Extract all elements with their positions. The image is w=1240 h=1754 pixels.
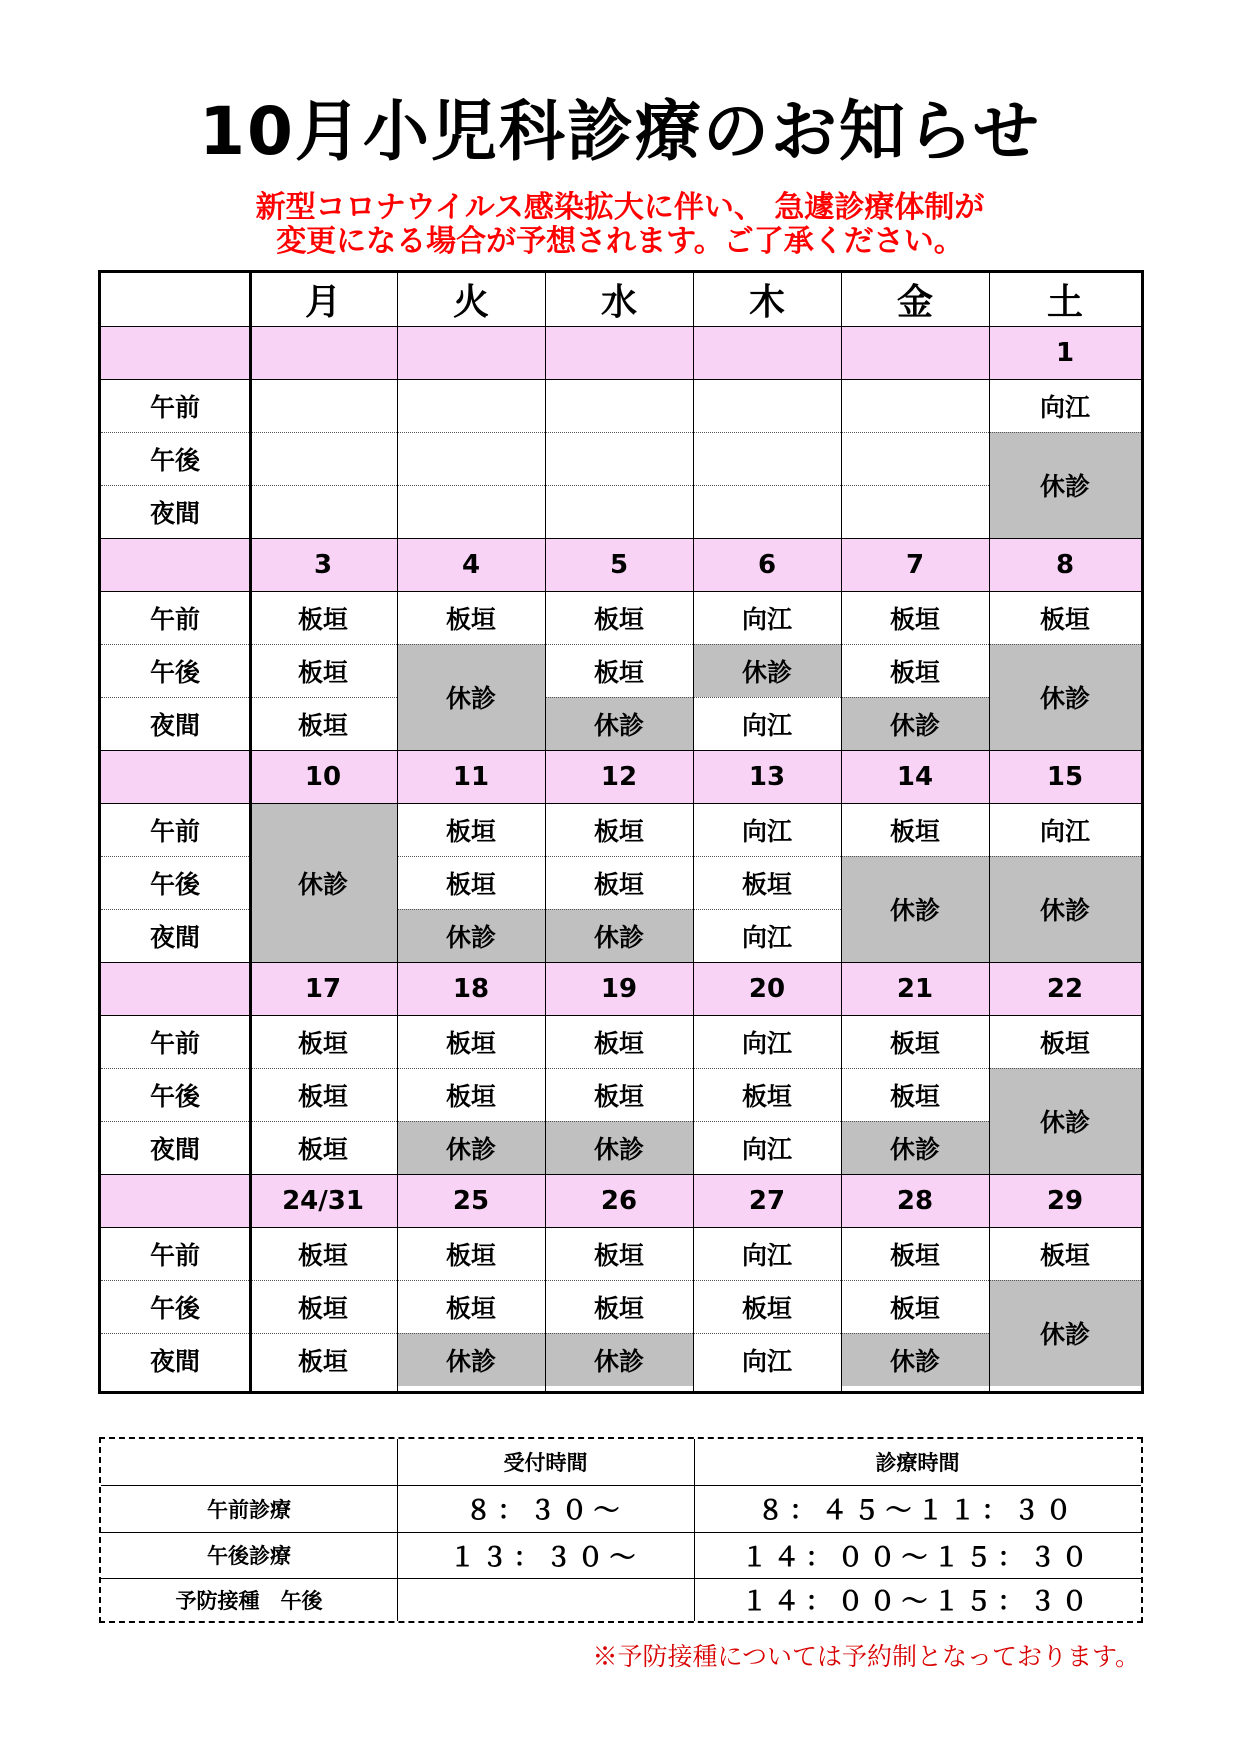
doctor-cell: 板垣 <box>593 1028 644 1058</box>
doctor-cell: 板垣 <box>889 657 940 687</box>
date-row-label-cell <box>101 750 249 803</box>
row-divider <box>397 485 545 486</box>
slot-label-night: 夜間 <box>149 498 200 528</box>
weekday-header: 金 <box>896 282 933 323</box>
row-divider <box>101 1280 249 1281</box>
date-cell <box>397 326 545 379</box>
column-divider <box>989 273 990 1391</box>
slot-label-pm: 午後 <box>149 445 200 475</box>
doctor-cell: 向江 <box>741 922 792 952</box>
row-divider <box>841 1068 989 1069</box>
row-divider <box>101 1015 1141 1016</box>
closed-cell: 休診 <box>989 1280 1141 1386</box>
doctor-cell: 板垣 <box>297 1134 348 1164</box>
doctor-cell: 板垣 <box>297 1081 348 1111</box>
date-row-label-cell <box>101 538 249 591</box>
doctor-cell: 向江 <box>741 1346 792 1376</box>
row-divider <box>397 856 545 857</box>
doctor-cell: 板垣 <box>297 1240 348 1270</box>
doctor-cell: 板垣 <box>593 1240 644 1270</box>
row-divider <box>841 1333 989 1334</box>
row-divider <box>693 644 841 645</box>
date-cell: 24/31 <box>249 1174 397 1227</box>
doctor-cell: 板垣 <box>1039 604 1090 634</box>
doctor-cell: 板垣 <box>593 604 644 634</box>
row-divider <box>397 1333 545 1334</box>
slot-label-pm: 午後 <box>149 1081 200 1111</box>
date-cell <box>249 326 397 379</box>
date-cell: 13 <box>693 750 841 803</box>
doctor-cell <box>249 485 397 538</box>
slot-label-am: 午前 <box>149 1028 200 1058</box>
row-divider <box>545 856 693 857</box>
row-divider <box>693 1068 841 1069</box>
row-divider <box>101 697 249 698</box>
date-cell: 18 <box>397 962 545 1015</box>
doctor-cell <box>397 432 545 485</box>
column-divider <box>693 273 694 1391</box>
row-divider <box>249 432 397 433</box>
consultation-time: ８：４５～１１：３０ <box>757 1496 1078 1526</box>
hours-row-label: 予防接種 午後 <box>175 1588 323 1613</box>
doctor-cell <box>841 432 989 485</box>
date-cell: 6 <box>693 538 841 591</box>
closed-cell: 休診 <box>545 1333 693 1386</box>
doctor-cell: 板垣 <box>593 657 644 687</box>
weekday-header: 月 <box>304 282 341 323</box>
doctor-cell: 向江 <box>741 816 792 846</box>
weekday-header: 土 <box>1046 282 1083 323</box>
notice-line-1: 新型コロナウイルス感染拡大に伴い、 急遽診療体制が <box>255 190 985 225</box>
reception-time: １３：３０～ <box>449 1542 642 1573</box>
doctor-cell: 板垣 <box>297 657 348 687</box>
row-divider <box>841 697 989 698</box>
doctor-cell: 板垣 <box>741 1293 792 1323</box>
slot-label-night: 夜間 <box>149 1346 200 1376</box>
closed-cell: 休診 <box>249 803 397 962</box>
row-divider <box>249 1333 397 1334</box>
slot-label-night: 夜間 <box>149 710 200 740</box>
row-divider <box>545 644 693 645</box>
doctor-cell: 板垣 <box>445 1293 496 1323</box>
row-divider <box>101 1068 249 1069</box>
weekday-header: 木 <box>748 282 785 323</box>
slot-label-am: 午前 <box>149 604 200 634</box>
doctor-cell <box>397 485 545 538</box>
row-divider <box>693 1333 841 1334</box>
row-divider <box>249 1280 397 1281</box>
slot-label-pm: 午後 <box>149 869 200 899</box>
doctor-cell: 板垣 <box>889 1028 940 1058</box>
doctor-cell <box>397 379 545 432</box>
date-cell: 7 <box>841 538 989 591</box>
date-cell: 25 <box>397 1174 545 1227</box>
row-divider <box>101 909 249 910</box>
row-divider <box>545 432 693 433</box>
date-cell: 14 <box>841 750 989 803</box>
date-cell: 5 <box>545 538 693 591</box>
row-divider <box>841 1280 989 1281</box>
row-divider <box>397 1121 545 1122</box>
schedule-table <box>98 270 1144 1394</box>
doctor-cell: 板垣 <box>593 816 644 846</box>
row-divider <box>397 1280 545 1281</box>
row-divider <box>989 432 1141 433</box>
date-row-label-cell <box>101 962 249 1015</box>
date-cell: 10 <box>249 750 397 803</box>
date-cell: 8 <box>989 538 1141 591</box>
row-divider <box>841 1121 989 1122</box>
doctor-cell: 板垣 <box>297 1293 348 1323</box>
row-divider <box>101 591 1141 592</box>
closed-cell: 休診 <box>397 644 545 750</box>
doctor-cell <box>249 379 397 432</box>
row-divider <box>101 538 1141 539</box>
reception-time-header: 受付時間 <box>503 1451 588 1475</box>
doctor-cell <box>249 432 397 485</box>
doctor-cell: 板垣 <box>445 869 496 899</box>
column-divider <box>397 273 398 1391</box>
column-divider <box>841 273 842 1391</box>
closed-cell: 休診 <box>397 909 545 962</box>
closed-cell: 休診 <box>693 644 841 697</box>
row-divider <box>545 1333 693 1334</box>
row-divider <box>101 432 249 433</box>
doctor-cell <box>841 485 989 538</box>
row-divider <box>545 697 693 698</box>
doctor-cell: 板垣 <box>889 1240 940 1270</box>
doctor-cell: 板垣 <box>593 869 644 899</box>
closed-cell: 休診 <box>841 1333 989 1386</box>
doctor-cell: 板垣 <box>297 1028 348 1058</box>
doctor-cell: 向江 <box>741 710 792 740</box>
date-cell: 1 <box>989 326 1141 379</box>
hours-row-divider <box>101 1485 1141 1486</box>
doctor-cell: 板垣 <box>297 710 348 740</box>
page-title: 10月小児科診療のお知らせ <box>199 93 1041 170</box>
row-divider <box>545 485 693 486</box>
date-cell: 27 <box>693 1174 841 1227</box>
row-divider <box>249 644 397 645</box>
row-divider <box>989 1068 1141 1069</box>
date-cell: 11 <box>397 750 545 803</box>
weekday-header: 水 <box>600 282 637 323</box>
row-divider <box>249 485 397 486</box>
closed-cell: 休診 <box>841 856 989 962</box>
row-divider <box>693 1121 841 1122</box>
row-divider <box>397 644 545 645</box>
doctor-cell: 板垣 <box>741 869 792 899</box>
slot-label-pm: 午後 <box>149 1293 200 1323</box>
doctor-cell <box>841 379 989 432</box>
date-cell: 20 <box>693 962 841 1015</box>
row-divider <box>693 856 841 857</box>
date-cell: 19 <box>545 962 693 1015</box>
date-row-label-cell <box>101 326 249 379</box>
slot-label-am: 午前 <box>149 392 200 422</box>
doctor-cell: 向江 <box>1039 816 1090 846</box>
date-cell <box>841 326 989 379</box>
date-cell: 21 <box>841 962 989 1015</box>
doctor-cell <box>545 485 693 538</box>
doctor-cell: 板垣 <box>1039 1240 1090 1270</box>
row-divider <box>249 697 397 698</box>
date-cell <box>693 326 841 379</box>
hours-row-divider <box>101 1532 1141 1533</box>
doctor-cell: 板垣 <box>1039 1028 1090 1058</box>
closed-cell: 休診 <box>545 909 693 962</box>
closed-cell: 休診 <box>545 697 693 750</box>
row-divider <box>989 1280 1141 1281</box>
doctor-cell: 板垣 <box>889 1293 940 1323</box>
row-divider <box>693 485 841 486</box>
date-row-label-cell <box>101 1174 249 1227</box>
doctor-cell: 板垣 <box>445 1028 496 1058</box>
doctor-cell <box>693 485 841 538</box>
row-divider <box>101 1333 249 1334</box>
hours-corner-cell <box>101 1439 397 1485</box>
row-divider <box>841 485 989 486</box>
date-cell: 15 <box>989 750 1141 803</box>
hours-row-divider <box>101 1578 1141 1579</box>
row-divider <box>249 1068 397 1069</box>
date-cell <box>545 326 693 379</box>
row-divider <box>101 379 1141 380</box>
row-divider <box>101 962 1141 963</box>
row-divider <box>101 326 1141 327</box>
hours-table <box>99 1437 1143 1623</box>
doctor-cell: 板垣 <box>889 1081 940 1111</box>
slot-label-night: 夜間 <box>149 1134 200 1164</box>
closed-cell: 休診 <box>841 697 989 750</box>
date-cell: 4 <box>397 538 545 591</box>
slot-label-pm: 午後 <box>149 657 200 687</box>
slot-label-am: 午前 <box>149 1240 200 1270</box>
doctor-cell <box>545 379 693 432</box>
doctor-cell: 板垣 <box>445 816 496 846</box>
hours-row-label: 午前診療 <box>207 1497 291 1522</box>
row-divider <box>101 750 1141 751</box>
doctor-cell <box>545 432 693 485</box>
doctor-cell: 向江 <box>1039 392 1090 422</box>
doctor-cell: 向江 <box>741 1134 792 1164</box>
doctor-cell: 板垣 <box>889 816 940 846</box>
date-cell: 22 <box>989 962 1141 1015</box>
row-divider <box>397 1068 545 1069</box>
row-divider <box>545 1280 693 1281</box>
consultation-time-header: 診療時間 <box>875 1451 960 1475</box>
notice-line-2: 変更になる場合が予想されます。ご了承ください。 <box>276 224 964 259</box>
row-divider <box>545 1121 693 1122</box>
date-cell: 26 <box>545 1174 693 1227</box>
column-divider <box>249 273 252 1391</box>
doctor-cell: 板垣 <box>297 604 348 634</box>
doctor-cell: 板垣 <box>889 604 940 634</box>
closed-cell: 休診 <box>545 1121 693 1174</box>
consultation-time: １４：００～１５：３０ <box>741 1587 1094 1617</box>
row-divider <box>101 1174 1141 1175</box>
doctor-cell: 板垣 <box>297 1346 348 1376</box>
slot-label-am: 午前 <box>149 816 200 846</box>
row-divider <box>693 432 841 433</box>
hours-column-divider <box>397 1439 398 1621</box>
date-cell: 29 <box>989 1174 1141 1227</box>
doctor-cell: 板垣 <box>593 1293 644 1323</box>
date-cell: 12 <box>545 750 693 803</box>
date-cell: 3 <box>249 538 397 591</box>
closed-cell: 休診 <box>397 1333 545 1386</box>
row-divider <box>101 856 249 857</box>
row-divider <box>693 909 841 910</box>
hours-column-divider <box>694 1439 695 1621</box>
row-divider <box>249 1121 397 1122</box>
doctor-cell: 板垣 <box>445 604 496 634</box>
reception-time <box>397 1578 694 1621</box>
row-divider <box>841 856 989 857</box>
doctor-cell: 板垣 <box>741 1081 792 1111</box>
row-divider <box>693 697 841 698</box>
row-divider <box>101 485 249 486</box>
column-divider <box>545 273 546 1391</box>
consultation-time: １４：００～１５：３０ <box>741 1542 1094 1573</box>
closed-cell: 休診 <box>841 1121 989 1174</box>
closed-cell: 休診 <box>397 1121 545 1174</box>
date-cell: 17 <box>249 962 397 1015</box>
row-divider <box>397 909 545 910</box>
slot-label-night: 夜間 <box>149 922 200 952</box>
doctor-cell: 向江 <box>741 1028 792 1058</box>
doctor-cell <box>693 432 841 485</box>
doctor-cell: 板垣 <box>593 1081 644 1111</box>
row-divider <box>101 644 249 645</box>
closed-cell: 休診 <box>989 644 1141 750</box>
doctor-cell: 板垣 <box>445 1240 496 1270</box>
row-divider <box>841 432 989 433</box>
row-divider <box>841 644 989 645</box>
footnote: ※予防接種については予約制となっております。 <box>592 1642 1140 1671</box>
doctor-cell: 板垣 <box>445 1081 496 1111</box>
row-divider <box>693 1280 841 1281</box>
weekday-header: 火 <box>452 282 489 323</box>
reception-time: ８：３０～ <box>465 1496 626 1526</box>
row-divider <box>989 644 1141 645</box>
row-divider <box>989 856 1141 857</box>
closed-cell: 休診 <box>989 432 1141 538</box>
closed-cell: 休診 <box>989 856 1141 962</box>
row-divider <box>101 1227 1141 1228</box>
row-divider <box>397 432 545 433</box>
doctor-cell <box>693 379 841 432</box>
doctor-cell: 向江 <box>741 1240 792 1270</box>
row-divider <box>101 803 1141 804</box>
date-cell: 28 <box>841 1174 989 1227</box>
row-divider <box>101 1121 249 1122</box>
doctor-cell: 向江 <box>741 604 792 634</box>
header-corner-cell <box>101 273 249 326</box>
row-divider <box>545 909 693 910</box>
closed-cell: 休診 <box>989 1068 1141 1174</box>
row-divider <box>545 1068 693 1069</box>
hours-row-label: 午後診療 <box>207 1544 291 1568</box>
